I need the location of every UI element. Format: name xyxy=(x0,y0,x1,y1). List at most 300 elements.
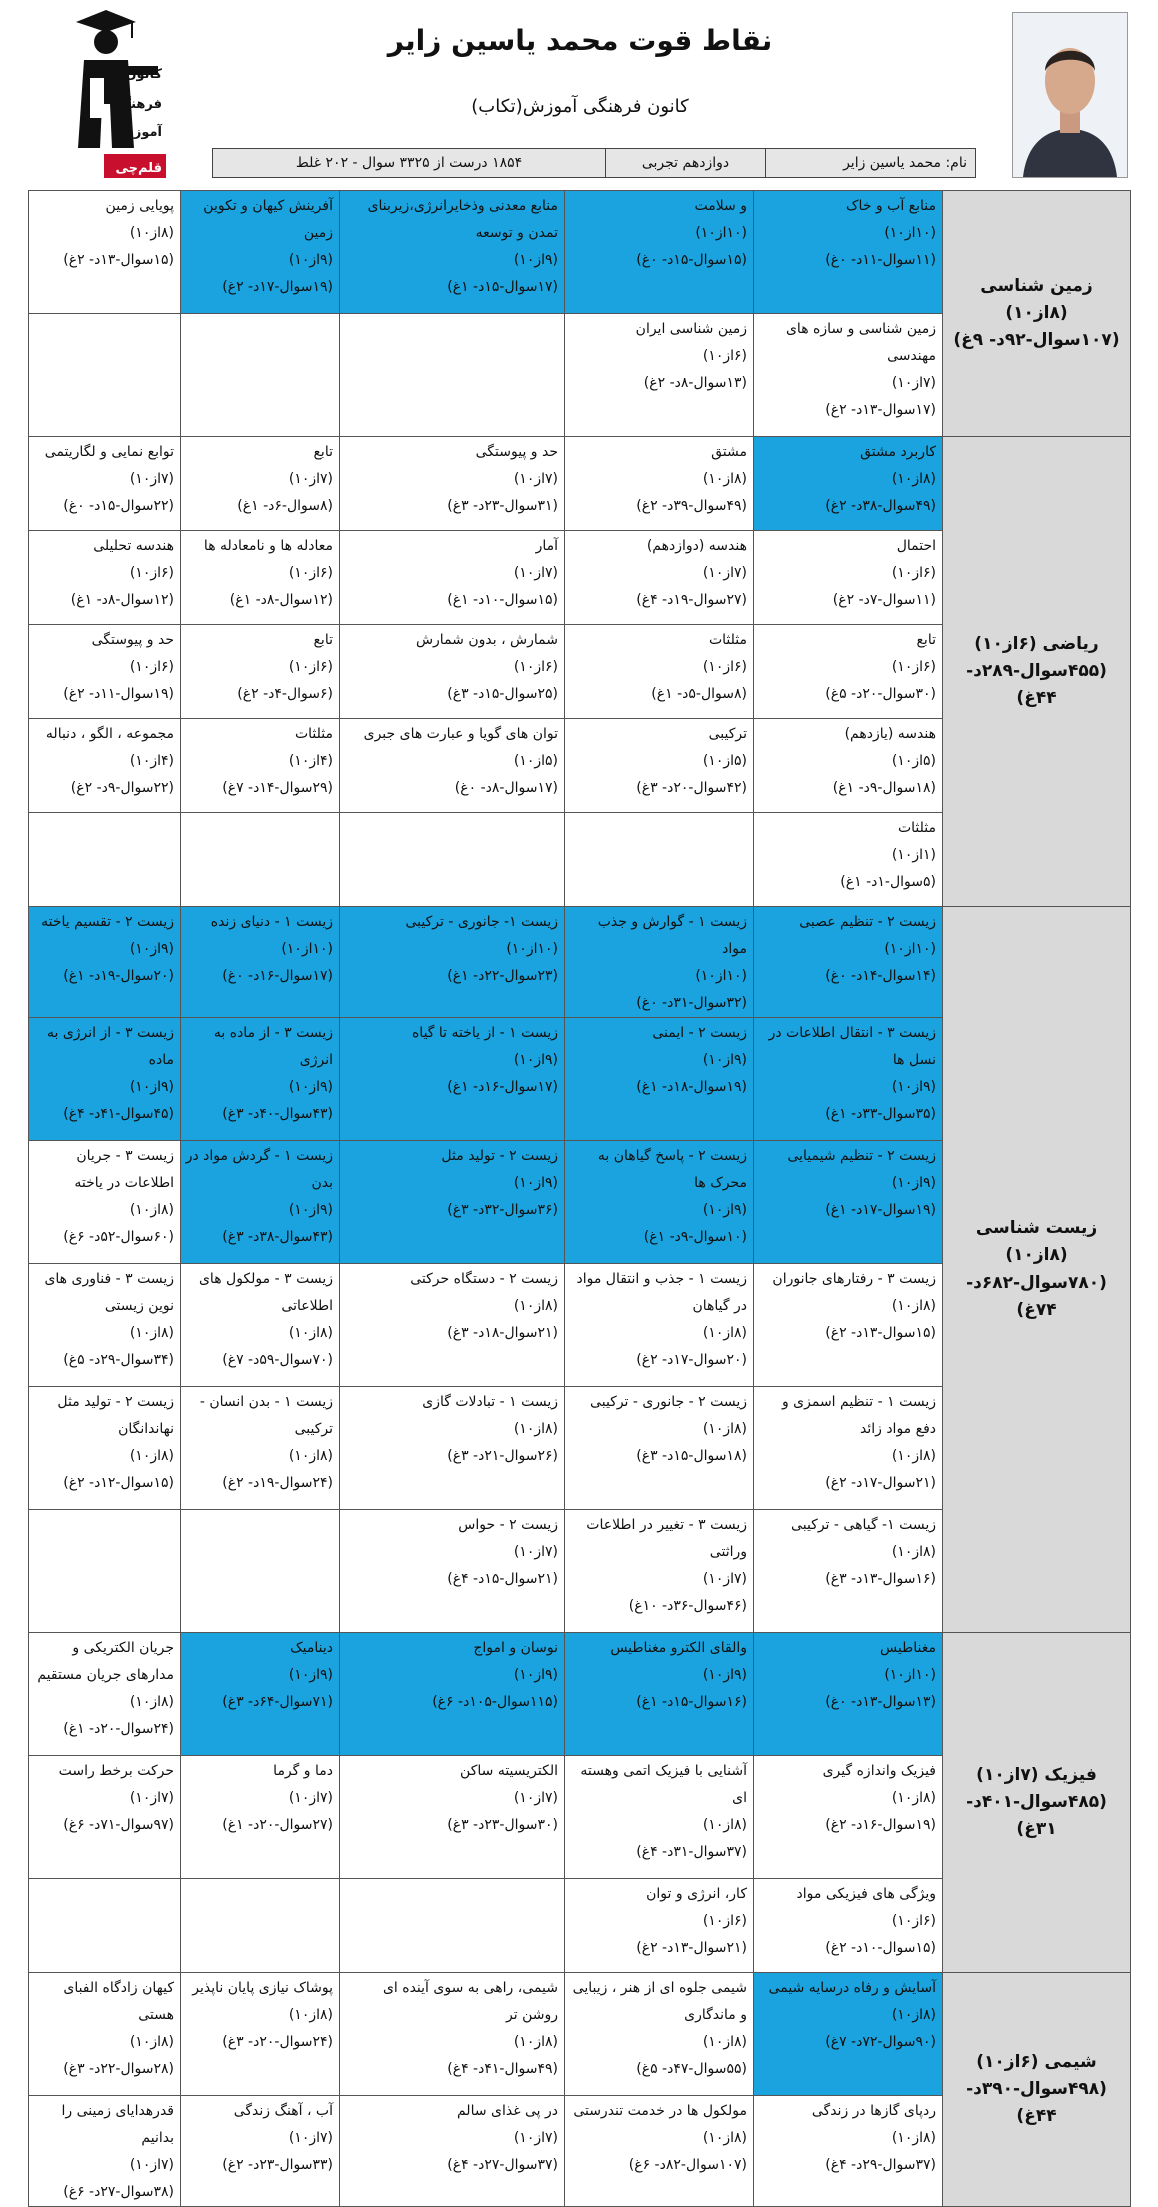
topic-title: ردپای گازها در زندگی xyxy=(811,2103,936,2119)
topic-title: مغناطیس xyxy=(880,1640,936,1656)
topic-score: (۸از۱۰) xyxy=(513,1421,558,1437)
topic-stats: (۳۴سوال-۲۹د- ۵غ) xyxy=(63,1352,174,1368)
topic-title: جریان الکتریکی و مدارهای جریان مستقیم xyxy=(37,1640,174,1683)
topic-score: (۸از۱۰) xyxy=(891,471,936,487)
topic-cell xyxy=(565,1264,754,1387)
topic-stats: (۱۷سوال-۱۶د- ۰غ) xyxy=(222,968,333,984)
topic-score: (۷از۱۰) xyxy=(288,2130,333,2146)
topic-score: (۸از۱۰) xyxy=(129,1694,174,1710)
topic-score: (۷از۱۰) xyxy=(288,471,333,487)
topic-stats: (۱۲سوال-۸د- ۱غ) xyxy=(229,592,333,608)
topic-score: (۸از۱۰) xyxy=(702,2034,747,2050)
topic-cell xyxy=(29,907,181,1018)
topic-score: (۶از۱۰) xyxy=(702,348,747,364)
topic-score: (۵از۱۰) xyxy=(891,753,936,769)
topic-score: (۸از۱۰) xyxy=(891,1298,936,1314)
topic-score: (۹از۱۰) xyxy=(288,1079,333,1095)
topic-title: فیزیک واندازه گیری xyxy=(822,1763,936,1779)
topic-stats: (۱۲سوال-۸د- ۱غ) xyxy=(70,592,174,608)
topic-title: دما و گرما xyxy=(273,1763,333,1779)
topic-score: (۸از۱۰) xyxy=(129,1448,174,1464)
topic-title: کار، انرژی و توان xyxy=(646,1886,747,1902)
topic-cell xyxy=(340,191,565,314)
topic-stats: (۲۴سوال-۲۰د- ۳غ) xyxy=(222,2034,333,2050)
topic-title: زیست ۱ - از یاخته تا گیاه xyxy=(411,1025,558,1041)
table-row xyxy=(29,1633,1131,1756)
topic-cell xyxy=(754,1756,943,1879)
topic-title: زیست ۱ - تنظیم اسمزی و دفع مواد زائد xyxy=(781,1394,936,1437)
topic-title: زیست ۳ - از انرژی به ماده xyxy=(46,1025,174,1068)
topic-stats: (۳۲سوال-۳۱د- ۰غ) xyxy=(636,995,747,1011)
topic-cell xyxy=(340,1510,565,1633)
topic-score: (۸از۱۰) xyxy=(891,1544,936,1560)
topic-cell xyxy=(565,314,754,437)
topic-cell xyxy=(754,1141,943,1264)
topic-cell xyxy=(754,531,943,625)
topic-score: (۸از۱۰) xyxy=(702,1325,747,1341)
topic-cell xyxy=(565,907,754,1018)
topic-cell xyxy=(565,531,754,625)
topic-title: حد و پیوستگی xyxy=(91,632,174,648)
topic-score: (۹از۱۰) xyxy=(513,1052,558,1068)
empty-cell xyxy=(181,1510,340,1633)
topic-stats: (۵سوال-۱د- ۱غ) xyxy=(840,874,936,890)
topic-title: والقای الکترو مغناطیس xyxy=(610,1640,747,1656)
empty-cell xyxy=(340,314,565,437)
topic-stats: (۳۷سوال-۲۷د- ۴غ) xyxy=(447,2157,558,2173)
topic-cell xyxy=(565,1756,754,1879)
empty-cell xyxy=(565,813,754,907)
topic-cell xyxy=(181,1633,340,1756)
table-row xyxy=(29,191,1131,314)
topic-stats: (۵۵سوال-۴۷د- ۵غ) xyxy=(636,2061,747,2077)
topic-score: (۷از۱۰) xyxy=(288,1790,333,1806)
topic-score: (۷از۱۰) xyxy=(129,2157,174,2173)
topic-cell xyxy=(181,625,340,719)
student-photo xyxy=(1012,12,1128,178)
topic-title: ویژگی های فیزیکی مواد xyxy=(796,1886,936,1902)
topic-stats: (۱۱سوال-۷د- ۲غ) xyxy=(832,592,936,608)
topic-stats: (۴۹سوال-۳۸د- ۲غ) xyxy=(825,498,936,514)
topic-cell xyxy=(340,1141,565,1264)
topic-title: زیست ۳ - تغییر در اطلاعات وراثتی xyxy=(586,1517,747,1560)
topic-stats: (۱۹سوال-۱۷د- ۲غ) xyxy=(222,279,333,295)
topic-cell xyxy=(340,1756,565,1879)
topic-stats: (۱۶سوال-۱۳د- ۳غ) xyxy=(825,1571,936,1587)
topic-title: مثلثات xyxy=(294,726,333,742)
topic-stats: (۴۳سوال-۴۰د- ۳غ) xyxy=(222,1106,333,1122)
topic-cell xyxy=(565,1387,754,1510)
topic-stats: (۳۸سوال-۲۷د- ۶غ) xyxy=(63,2184,174,2200)
topic-title: زیست ۲ - حواس xyxy=(458,1517,558,1533)
logo-line-4: قلم‌چی xyxy=(115,161,162,176)
topic-score: (۱۰از۱۰) xyxy=(506,941,558,957)
topic-score: (۸از۱۰) xyxy=(891,1448,936,1464)
topic-cell xyxy=(340,1018,565,1141)
topic-stats: (۲۱سوال-۱۷د- ۲غ) xyxy=(825,1475,936,1491)
topic-cell xyxy=(340,531,565,625)
topic-stats: (۱۷سوال-۱۳د- ۲غ) xyxy=(825,402,936,418)
topic-stats: (۱۹سوال-۱۸د- ۱غ) xyxy=(636,1079,747,1095)
topic-score: (۶از۱۰) xyxy=(288,565,333,581)
topic-score: (۸از۱۰) xyxy=(891,2130,936,2146)
topic-title: حد و پیوستگی xyxy=(475,444,558,460)
topic-title: زیست ۳ - رفتارهای جانوران xyxy=(772,1271,936,1287)
topic-stats: (۴۳سوال-۳۸د- ۳غ) xyxy=(222,1229,333,1245)
topic-cell xyxy=(181,1141,340,1264)
topic-cell xyxy=(565,1510,754,1633)
topic-title: دینامیک xyxy=(290,1640,333,1656)
topic-cell xyxy=(565,1879,754,1973)
topic-title: توابع نمایی و لگاریتمی xyxy=(44,444,174,460)
topic-score: (۸از۱۰) xyxy=(891,2007,936,2023)
topic-cell xyxy=(754,719,943,813)
topic-score: (۶از۱۰) xyxy=(891,1913,936,1929)
topic-stats: (۳۳سوال-۲۳د- ۲غ) xyxy=(222,2157,333,2173)
topic-stats: (۱۵سوال-۱۲د- ۲غ) xyxy=(63,1475,174,1491)
topic-cell xyxy=(340,2096,565,2207)
topic-cell xyxy=(754,1018,943,1141)
topic-stats: (۱۳سوال-۱۳د- ۰غ) xyxy=(825,1694,936,1710)
subject-label: ریاضی (۶از۱۰) (۴۵۵سوال-۲۸۹د- ۴۴غ) xyxy=(943,437,1131,907)
topic-title: زیست ۲ - ایمنی xyxy=(652,1025,747,1041)
topic-title: تابع xyxy=(313,632,333,648)
topic-cell xyxy=(754,191,943,314)
topic-score: (۱۰از۱۰) xyxy=(695,968,747,984)
topic-cell xyxy=(29,191,181,314)
topic-stats: (۸سوال-۵د- ۱غ) xyxy=(651,686,747,702)
topic-stats: (۱۹سوال-۱۱د- ۲غ) xyxy=(63,686,174,702)
topic-stats: (۳۶سوال-۳۲د- ۳غ) xyxy=(447,1202,558,1218)
topic-title: زیست ۱ - دنیای زنده xyxy=(210,914,333,930)
topic-cell xyxy=(181,719,340,813)
topic-stats: (۲۰سوال-۱۷د- ۲غ) xyxy=(636,1352,747,1368)
topic-title: زیست ۳ - مولکول های اطلاعاتی xyxy=(198,1271,333,1314)
topic-stats: (۳۰سوال-۲۰د- ۵غ) xyxy=(825,686,936,702)
topic-cell xyxy=(29,437,181,531)
student-grade: دوازدهم تجربی xyxy=(605,149,765,177)
strengths-table xyxy=(28,190,1131,2207)
table-row xyxy=(29,907,1131,1018)
topic-cell xyxy=(29,1633,181,1756)
topic-title: مولکول ها در خدمت تندرستی xyxy=(573,2103,747,2119)
topic-score: (۶از۱۰) xyxy=(702,1913,747,1929)
topic-title: زیست ۳ - فناوری های نوین زیستی xyxy=(44,1271,174,1314)
topic-stats: (۲۱سوال-۱۸د- ۳غ) xyxy=(447,1325,558,1341)
topic-title: تابع xyxy=(313,444,333,460)
topic-stats: (۸سوال-۶د- ۱غ) xyxy=(237,498,333,514)
topic-cell xyxy=(754,1633,943,1756)
topic-cell xyxy=(181,907,340,1018)
strengths-table-body xyxy=(29,191,1131,2207)
topic-stats: (۱۱۵سوال-۱۰۵د- ۶غ) xyxy=(432,1694,558,1710)
topic-score: (۶از۱۰) xyxy=(891,565,936,581)
topic-title: زمین شناسی ایران xyxy=(635,321,747,337)
topic-stats: (۳۰سوال-۲۳د- ۳غ) xyxy=(447,1817,558,1833)
topic-score: (۸از۱۰) xyxy=(702,471,747,487)
student-name: نام: محمد یاسین زایر xyxy=(765,149,975,177)
topic-title: قدرهدایای زمینی را بدانیم xyxy=(61,2103,174,2146)
topic-stats: (۱۷سوال-۸د- ۰غ) xyxy=(454,780,558,796)
empty-cell xyxy=(181,314,340,437)
topic-cell xyxy=(29,1387,181,1510)
topic-title: زیست ۲ - تولید مثل xyxy=(441,1148,558,1164)
topic-cell xyxy=(181,2096,340,2207)
topic-title: زیست ۲ - جانوری - ترکیبی xyxy=(590,1394,747,1410)
topic-stats: (۱۳سوال-۸د- ۲غ) xyxy=(643,375,747,391)
topic-score: (۸از۱۰) xyxy=(129,2034,174,2050)
topic-score: (۸از۱۰) xyxy=(288,2007,333,2023)
topic-stats: (۲۲سوال-۹د- ۲غ) xyxy=(70,780,174,796)
topic-cell xyxy=(181,1018,340,1141)
topic-cell xyxy=(181,1387,340,1510)
topic-stats: (۱۰۷سوال-۸۲د- ۶غ) xyxy=(628,2157,747,2173)
topic-title: زیست ۳ - انتقال اطلاعات در نسل ها xyxy=(768,1025,936,1068)
topic-title: مجموعه ، الگو ، دنباله xyxy=(45,726,174,742)
topic-score: (۱۰از۱۰) xyxy=(695,225,747,241)
topic-cell xyxy=(181,531,340,625)
topic-title: منابع معدنی وذخایرانرژی،زیربنای تمدن و توسعه xyxy=(367,198,558,241)
topic-stats: (۲۴سوال-۲۰د- ۱غ) xyxy=(63,1721,174,1737)
empty-cell xyxy=(181,1879,340,1973)
topic-cell xyxy=(565,191,754,314)
topic-stats: (۱۷سوال-۱۶د- ۱غ) xyxy=(447,1079,558,1095)
topic-score: (۸از۱۰) xyxy=(129,1202,174,1218)
topic-stats: (۲۸سوال-۲۲د- ۳غ) xyxy=(63,2061,174,2077)
topic-cell xyxy=(181,1756,340,1879)
topic-stats: (۶سوال-۴د- ۲غ) xyxy=(237,686,333,702)
topic-cell xyxy=(565,625,754,719)
topic-cell xyxy=(29,625,181,719)
topic-title: زیست ۱ - گردش مواد در بدن xyxy=(185,1148,333,1191)
topic-score: (۸از۱۰) xyxy=(702,1817,747,1833)
topic-title: هندسه تحلیلی xyxy=(93,538,174,554)
topic-score: (۹از۱۰) xyxy=(288,1667,333,1683)
topic-score: (۷از۱۰) xyxy=(129,471,174,487)
subject-label: شیمی (۶از۱۰) (۴۹۸سوال-۳۹۰د- ۴۴غ) xyxy=(943,1973,1131,2207)
student-info-bar xyxy=(212,148,976,178)
topic-title: زیست ۳ - از ماده به انرژی xyxy=(213,1025,333,1068)
topic-title: زمین شناسی و سازه های مهندسی xyxy=(785,321,936,364)
topic-stats: (۲۱سوال-۱۳د- ۲غ) xyxy=(636,1940,747,1956)
page-subtitle: کانون فرهنگی آموزش(تکاب) xyxy=(471,96,689,117)
topic-stats: (۱۵سوال-۱۳د- ۲غ) xyxy=(825,1325,936,1341)
topic-title: مشتق xyxy=(711,444,747,460)
topic-score: (۹از۱۰) xyxy=(288,252,333,268)
topic-stats: (۱۹سوال-۱۷د- ۱غ) xyxy=(825,1202,936,1218)
topic-score: (۷از۱۰) xyxy=(513,471,558,487)
topic-cell xyxy=(181,437,340,531)
topic-cell xyxy=(340,1633,565,1756)
topic-cell xyxy=(340,907,565,1018)
topic-cell xyxy=(340,437,565,531)
empty-cell xyxy=(29,1879,181,1973)
topic-score: (۴از۱۰) xyxy=(129,753,174,769)
topic-title: زیست ۱- جانوری - ترکیبی xyxy=(405,914,558,930)
topic-stats: (۹۷سوال-۷۱د- ۶غ) xyxy=(63,1817,174,1833)
topic-stats: (۴۹سوال-۴۱د- ۴غ) xyxy=(447,2061,558,2077)
empty-cell xyxy=(29,1510,181,1633)
topic-score: (۷از۱۰) xyxy=(513,1790,558,1806)
topic-score: (۸از۱۰) xyxy=(513,2034,558,2050)
topic-cell xyxy=(29,531,181,625)
subject-label: زیست شناسی (۸از۱۰) (۷۸۰سوال-۶۸۲د- ۷۴غ) xyxy=(943,907,1131,1633)
topic-score: (۷از۱۰) xyxy=(513,2130,558,2146)
topic-stats: (۲۴سوال-۱۹د- ۲غ) xyxy=(222,1475,333,1491)
topic-cell xyxy=(340,719,565,813)
topic-cell xyxy=(565,1141,754,1264)
topic-stats: (۱۱سوال-۱۱د- ۰غ) xyxy=(825,252,936,268)
topic-title: زیست ۲ - تولید مثل نهاندانگان xyxy=(57,1394,174,1437)
topic-score: (۹از۱۰) xyxy=(891,1079,936,1095)
topic-cell xyxy=(754,2096,943,2207)
topic-score: (۶از۱۰) xyxy=(129,659,174,675)
topic-stats: (۲۶سوال-۲۱د- ۳غ) xyxy=(447,1448,558,1464)
topic-title: زیست ۳ - جریان اطلاعات در یاخته xyxy=(74,1148,174,1191)
empty-cell xyxy=(340,813,565,907)
logo-line-3: آموزش xyxy=(115,125,162,140)
topic-title: آفرینش کیهان و تکوین زمین xyxy=(203,198,333,241)
topic-cell xyxy=(565,719,754,813)
topic-cell xyxy=(754,907,943,1018)
topic-score: (۵از۱۰) xyxy=(513,753,558,769)
topic-title: زیست ۱ - گوارش و جذب مواد xyxy=(597,914,747,957)
topic-cell xyxy=(29,1141,181,1264)
topic-stats: (۱۸سوال-۱۵د- ۳غ) xyxy=(636,1448,747,1464)
topic-stats: (۳۵سوال-۳۳د- ۱غ) xyxy=(825,1106,936,1122)
topic-title: آب ، آهنگ زندگی xyxy=(233,2103,333,2119)
topic-score: (۷از۱۰) xyxy=(702,1571,747,1587)
topic-title: زیست ۲ - تنظیم شیمیایی xyxy=(787,1148,936,1164)
topic-score: (۷از۱۰) xyxy=(513,565,558,581)
topic-score: (۱۰از۱۰) xyxy=(281,941,333,957)
topic-cell xyxy=(754,314,943,437)
topic-stats: (۱۵سوال-۱۰د- ۲غ) xyxy=(825,1940,936,1956)
topic-title: نوسان و امواج xyxy=(473,1640,558,1656)
topic-score: (۸از۱۰) xyxy=(702,2130,747,2146)
topic-score: (۸از۱۰) xyxy=(129,1325,174,1341)
page-title: نقاط قوت محمد یاسین زایر xyxy=(387,24,773,57)
topic-cell xyxy=(754,813,943,907)
topic-cell xyxy=(565,437,754,531)
topic-score: (۱۰از۱۰) xyxy=(884,941,936,957)
topic-cell xyxy=(181,191,340,314)
topic-stats: (۲۲سوال-۱۵د- ۰غ) xyxy=(63,498,174,514)
topic-stats: (۲۳سوال-۲۲د- ۱غ) xyxy=(447,968,558,984)
topic-stats: (۲۰سوال-۱۹د- ۱غ) xyxy=(63,968,174,984)
topic-stats: (۲۵سوال-۱۵د- ۳غ) xyxy=(447,686,558,702)
topic-stats: (۲۷سوال-۱۹د- ۴غ) xyxy=(636,592,747,608)
logo-line-1: کانون xyxy=(125,67,162,82)
subject-label: زمین شناسی (۸از۱۰) (۱۰۷سوال-۹۲د- ۹غ) xyxy=(943,191,1131,437)
topic-cell xyxy=(754,1387,943,1510)
topic-title: مثلثات xyxy=(897,820,936,836)
topic-score: (۸از۱۰) xyxy=(513,1298,558,1314)
topic-score: (۱۰از۱۰) xyxy=(884,1667,936,1683)
student-score-summary: ۱۸۵۴ درست از ۳۳۲۵ سوال - ۲۰۲ غلط xyxy=(295,155,523,171)
topic-title: زیست ۱ - بدن انسان - ترکیبی xyxy=(199,1394,333,1437)
topic-title: زیست ۱- گیاهی - ترکیبی xyxy=(791,1517,936,1533)
topic-title: در پی غذای سالم xyxy=(456,2103,558,2119)
topic-cell xyxy=(181,1264,340,1387)
table-row xyxy=(29,1973,1131,2096)
topic-title: زیست ۲ - پاسخ گیاهان به محرک ها xyxy=(597,1148,747,1191)
topic-stats: (۱۶سوال-۱۵د- ۱غ) xyxy=(636,1694,747,1710)
topic-stats: (۲۹سوال-۱۴د- ۷غ) xyxy=(222,780,333,796)
topic-cell xyxy=(754,1973,943,2096)
table-row xyxy=(29,437,1131,531)
topic-title: آمار xyxy=(535,538,558,554)
topic-cell xyxy=(29,1756,181,1879)
topic-score: (۴از۱۰) xyxy=(288,753,333,769)
topic-cell xyxy=(754,437,943,531)
topic-stats: (۳۷سوال-۲۹د- ۴غ) xyxy=(825,2157,936,2173)
topic-stats: (۱۰سوال-۹د- ۱غ) xyxy=(643,1229,747,1245)
topic-score: (۸از۱۰) xyxy=(288,1325,333,1341)
topic-stats: (۱۴سوال-۱۴د- ۰غ) xyxy=(825,968,936,984)
topic-cell xyxy=(29,1264,181,1387)
topic-title: زیست ۲ - دستگاه حرکتی xyxy=(410,1271,558,1287)
topic-stats: (۱۵سوال-۱۵د- ۰غ) xyxy=(636,252,747,268)
topic-title: هندسه (یازدهم) xyxy=(844,726,936,742)
topic-cell xyxy=(29,1018,181,1141)
empty-cell xyxy=(29,813,181,907)
topic-score: (۸از۱۰) xyxy=(702,1421,747,1437)
topic-cell xyxy=(754,1879,943,1973)
topic-cell xyxy=(565,1973,754,2096)
topic-stats: (۲۱سوال-۱۵د- ۴غ) xyxy=(447,1571,558,1587)
topic-cell xyxy=(754,1510,943,1633)
topic-title: هندسه (دوازدهم) xyxy=(646,538,747,554)
topic-title: احتمال xyxy=(896,538,936,554)
topic-title: حرکت برخط راست xyxy=(58,1763,174,1779)
topic-cell xyxy=(565,2096,754,2207)
topic-title: آشنایی با فیزیک اتمی وهسته ای xyxy=(580,1763,747,1806)
topic-stats: (۱۵سوال-۱۳د- ۲غ) xyxy=(63,252,174,268)
empty-cell xyxy=(29,314,181,437)
topic-score: (۹از۱۰) xyxy=(702,1052,747,1068)
topic-score: (۹از۱۰) xyxy=(513,1175,558,1191)
subject-label: فیزیک (۷از۱۰) (۴۸۵سوال-۴۰۱د- ۳۱غ) xyxy=(943,1633,1131,1973)
kanoon-logo xyxy=(62,8,182,183)
topic-title: معادله ها و نامعادله ها xyxy=(203,538,333,554)
topic-title: پوشاک نیازی پایان ناپذیر xyxy=(192,1980,333,1996)
topic-stats: (۴۹سوال-۳۹د- ۲غ) xyxy=(636,498,747,514)
topic-cell xyxy=(340,1387,565,1510)
topic-score: (۷از۱۰) xyxy=(891,375,936,391)
topic-score: (۹از۱۰) xyxy=(702,1202,747,1218)
topic-score: (۱۰از۱۰) xyxy=(884,225,936,241)
topic-score: (۹از۱۰) xyxy=(513,1667,558,1683)
topic-score: (۹از۱۰) xyxy=(702,1667,747,1683)
topic-score: (۷از۱۰) xyxy=(702,565,747,581)
topic-stats: (۱۷سوال-۱۵د- ۱غ) xyxy=(447,279,558,295)
topic-cell xyxy=(29,1973,181,2096)
topic-title: و سلامت xyxy=(694,198,747,214)
empty-cell xyxy=(181,813,340,907)
topic-score: (۱از۱۰) xyxy=(891,847,936,863)
topic-title: زیست ۲ - تنظیم عصبی xyxy=(799,914,936,930)
topic-title: کیهان زادگاه الفبای هستی xyxy=(63,1980,174,2023)
topic-title: پویایی زمین xyxy=(105,198,174,214)
topic-title: زیست ۲ - تقسیم یاخته xyxy=(41,914,174,930)
topic-cell xyxy=(29,719,181,813)
topic-title: شیمی، راهی به سوی آینده ای روشن تر xyxy=(382,1980,558,2023)
topic-cell xyxy=(29,2096,181,2207)
topic-stats: (۱۵سوال-۱۰د- ۱غ) xyxy=(447,592,558,608)
topic-score: (۹از۱۰) xyxy=(129,1079,174,1095)
topic-score: (۹از۱۰) xyxy=(129,941,174,957)
